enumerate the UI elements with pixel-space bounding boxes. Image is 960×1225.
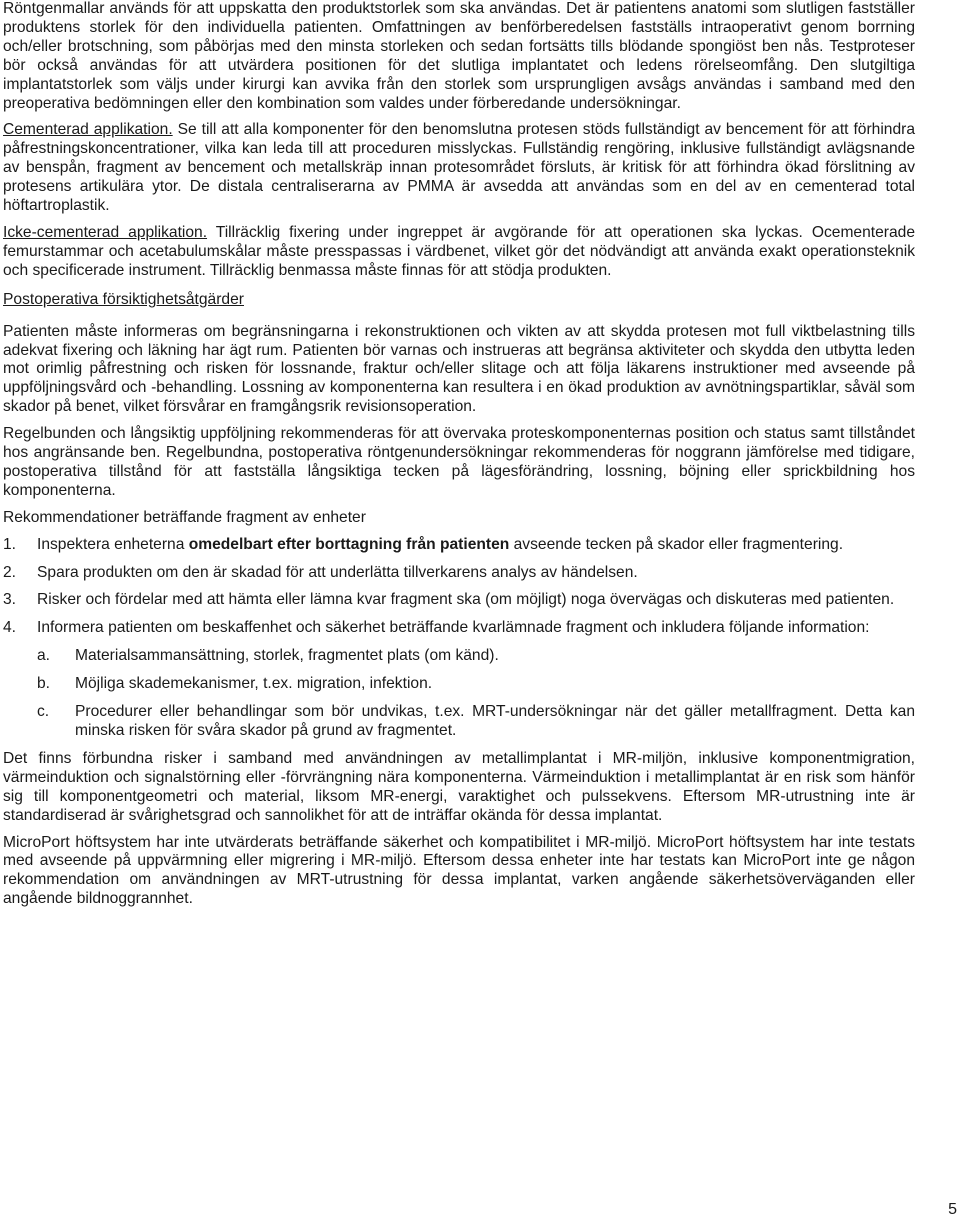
sub-list-letter: b. (37, 675, 51, 693)
uncemented-text: Tillräcklig fixering under ingreppet är avgörande för att operationen ska lyckas. Ocementerade femurstammar och acetabulumskålar måste presspassas i värdbenet, vilket gör det nödvändigt att använda exakt operationsteknik och specificerade instrument. Tillräcklig benmassa måste finnas för att stödja produkten. (3, 223, 915, 279)
paragraph-microport: MicroPort höftsystem har inte utvärderats beträffande säkerhet och kompatibilitet i MR-miljö. MicroPort höftsystem har inte testats med avseende på uppvärmning eller migrering i MR-miljö. Eftersom dessa enheter inte har testats kan MicroPort inte ge någon rekommendation om användningen av MRT-utrustning för dessa implantat, varken angående säkerhetsöverväganden eller angående bildnoggrannhet. (3, 833, 915, 908)
uncemented-label: Icke-cementerad applikation. (3, 223, 208, 241)
sub-list-letter: c. (37, 703, 50, 721)
sub-list-item (37, 675, 915, 694)
list-number: 2. (3, 563, 17, 581)
list-number: 4. (3, 619, 17, 637)
list-item (3, 536, 915, 555)
paragraph-mr-risks: Det finns förbundna risker i samband med användningen av metallimplantat i MR-miljön, inklusive komponentmigration, värmeinduktion och signalstörning eller -förvrängning nära komponenterna. Värmeinduktion i metallimplantat är en risk som hänför sig till komponentgeometri och material, liksom MR-energi, varaktighet och pulssekvens. Eftersom MR-utrustning inte är standardiserad är svårighetsgrad och sannolikhet för att de inträffar okända för dessa implantat. (3, 749, 915, 824)
page-number: 5 (948, 1201, 957, 1218)
list-item (3, 619, 915, 638)
postop-heading-text: Postoperativa försiktighetsåtgärder (3, 290, 244, 308)
document-page (3, 0, 915, 917)
recommend-heading: Rekommendationer beträffande fragment av enheter (3, 508, 366, 526)
paragraph-cemented (3, 121, 915, 216)
cemented-label: Cementerad applikation. (3, 121, 173, 139)
list-number: 3. (3, 591, 17, 609)
sub-list-item (37, 703, 915, 741)
sub-list-item (37, 647, 915, 666)
list-item (3, 564, 915, 583)
fragment-list (3, 536, 915, 741)
sub-list-letter: a. (37, 647, 51, 665)
sub-list-text: Möjliga skademekanismer, t.ex. migration, infektion. (75, 675, 433, 693)
cemented-text: Se till att alla komponenter för den benomslutna protesen stöds fullständigt av bencement för att förhindra påfrestningskoncentrationer, vilka kan leda till att proceduren misslyckas. Fullständig rengöring, inklusive fullständigt avlägsnande av benspån, fragment av bencement och metallskräp innan protesområdet försluts, är kritisk för att förhindra ökad förslitning av protesens artikulära ytor. De distala centraliserarna av PMMA är avsedda att användas som en del av en cementerad total höftartroplastik. (3, 121, 915, 215)
sub-list (37, 647, 915, 741)
sub-list-text: Materialsammansättning, storlek, fragmentet plats (om känd). (75, 647, 499, 665)
paragraph-patient: Patienten måste informeras om begränsningarna i rekonstruktionen och vikten av att skydda protesen mot full viktbelastning tills adekvat fixering och läkning har ägt rum. Patienten bör varnas och instrueras att begränsa aktiviteter och skydda den utbytta leden mot orimlig påfrestning och risken för lossnande, fraktur och/eller slitage och att följa läkarens instruktioner med avseende på uppföljningsvård och -behandling. Lossning av komponenterna kan resultera i en ökad produktion av avnötningspartiklar, såväl som skador på benet, vilket försvårar en framgångsrik revisionsoperation. (3, 322, 915, 416)
list-number: 1. (3, 535, 17, 553)
list-text: Risker och fördelar med att hämta eller lämna kvar fragment ska (om möjligt) noga övervägas och diskuteras med patienten. (37, 591, 895, 609)
paragraph-followup: Regelbunden och långsiktig uppföljning rekommenderas för att övervaka proteskomponenternas position och status samt tillståndet hos angränsande ben. Regelbundna, postoperativa röntgenundersökningar rekommenderas för noggrann jämförelse med tidigare, postoperativa tillstånd för att fastställa långsiktiga tecken på lägesförändring, lossning, böjning eller sprickbildning hos komponenterna. (3, 425, 915, 499)
list-text-bold: omedelbart efter borttagning från patienten (188, 535, 510, 553)
postop-heading (3, 291, 915, 310)
list-text (37, 536, 915, 555)
list-item (3, 591, 915, 610)
list-text-pre: Inspektera enheterna (37, 535, 189, 553)
list-text: Spara produkten om den är skadad för att underlätta tillverkarens analys av händelsen. (37, 563, 638, 581)
list-text-post: avseende tecken på skador eller fragmentering. (509, 535, 844, 553)
paragraph-uncemented (3, 224, 915, 281)
list-text: Informera patienten om beskaffenhet och säkerhet beträffande kvarlämnade fragment och inkludera följande information: (37, 619, 870, 637)
sub-list-text: Procedurer eller behandlingar som bör undvikas, t.ex. MRT-undersökningar när det gäller metallfragment. Detta kan minska risken för svåra skador på grund av fragmentet. (75, 703, 915, 739)
paragraph-templates: Röntgenmallar används för att uppskatta den produktstorlek som ska användas. Det är patientens anatomi som slutligen fastställer produktens storlek för den individuella patienten. Omfattningen av benförberedelsen fastställs intraoperativt genom borrning och/eller brotschning, som påbörjas med den minsta storleken och sedan fortsätts tills blödande spongiöst ben nås. Testproteser bör också användas för att utvärdera positionen för det slutliga implantatet och ledens rörelseomfång. Den slutgiltiga implantatstorlek som väljs under kirurgi kan avvika från den storlek som ursprungligen avsågs användas i samband med den preoperativa bedömningen eller den kombination som valdes under förberedande undersökningar. (3, 0, 915, 112)
